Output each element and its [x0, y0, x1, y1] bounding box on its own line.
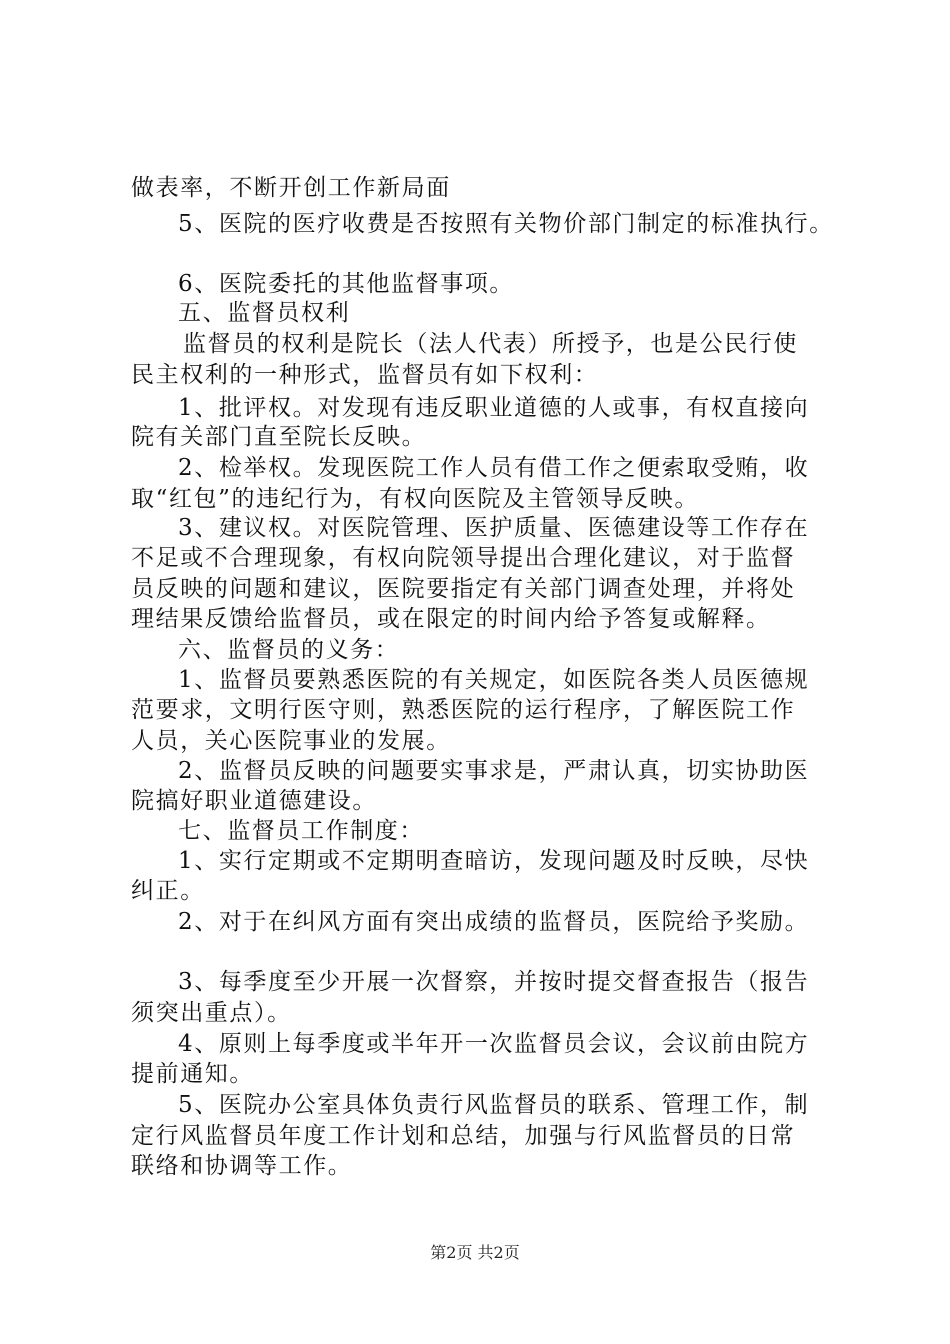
text-line: 纠正。	[131, 878, 205, 904]
text-line: 3、每季度至少开展一次督察，并按时提交督查报告（报告	[178, 969, 810, 995]
text-line: 不足或不合理现象，有权向院领导提出合理化建议，对于监督	[131, 545, 796, 571]
text-line: 员反映的问题和建议，医院要指定有关部门调查处理，并将处	[131, 576, 796, 602]
text-line: 院搞好职业道德建设。	[131, 788, 377, 814]
text-line: 5、医院的医疗收费是否按照有关物价部门制定的标准执行。	[178, 211, 834, 237]
text-line: 定行风监督员年度工作计划和总结，加强与行风监督员的日常	[131, 1123, 796, 1149]
page-footer: 第2页 共2页	[430, 1243, 520, 1262]
text-line: 1、监督员要熟悉医院的有关规定，如医院各类人员医德规	[178, 667, 810, 693]
text-line: 1、实行定期或不定期明查暗访，发现问题及时反映，尽快	[178, 848, 810, 874]
text-line: 2、对于在纠风方面有突出成绩的监督员，医院给予奖励。	[178, 909, 810, 935]
text-line: 理结果反馈给监督员，或在限定的时间内给予答复或解释。	[131, 606, 771, 632]
text-line: 做表率，不断开创工作新局面	[131, 175, 451, 201]
text-line: 监督员的权利是院长（法人代表）所授予，也是公民行使	[183, 331, 798, 357]
section-heading: 六、监督员的义务：	[178, 637, 400, 663]
text-line: 民主权利的一种形式，监督员有如下权利：	[131, 362, 599, 388]
text-line: 院有关部门直至院长反映。	[131, 424, 427, 450]
text-line: 2、监督员反映的问题要实事求是，严肃认真，切实协助医	[178, 758, 810, 784]
text-line: 1、批评权。对发现有违反职业道德的人或事，有权直接向	[178, 395, 810, 421]
text-line: 范要求，文明行医守则，熟悉医院的运行程序，了解医院工作	[131, 697, 796, 723]
text-line: 取“红包”的违纪行为，有权向医院及主管领导反映。	[131, 486, 699, 512]
text-line: 4、原则上每季度或半年开一次监督员会议，会议前由院方	[178, 1031, 810, 1057]
text-line: 须突出重点）。	[131, 1000, 292, 1026]
text-line: 人员，关心医院事业的发展。	[131, 728, 451, 754]
text-line: 提前通知。	[131, 1061, 254, 1087]
text-line: 6、医院委托的其他监督事项。	[178, 271, 515, 297]
section-heading: 七、监督员工作制度：	[178, 818, 424, 844]
text-line: 3、建议权。对医院管理、医护质量、医德建设等工作存在	[178, 515, 810, 541]
text-line: 联络和协调等工作。	[131, 1153, 353, 1179]
section-heading: 五、监督员权利	[178, 300, 351, 326]
text-line: 2、检举权。发现医院工作人员有借工作之便索取受贿，收	[178, 455, 810, 481]
text-line: 5、医院办公室具体负责行风监督员的联系、管理工作，制	[178, 1092, 810, 1118]
